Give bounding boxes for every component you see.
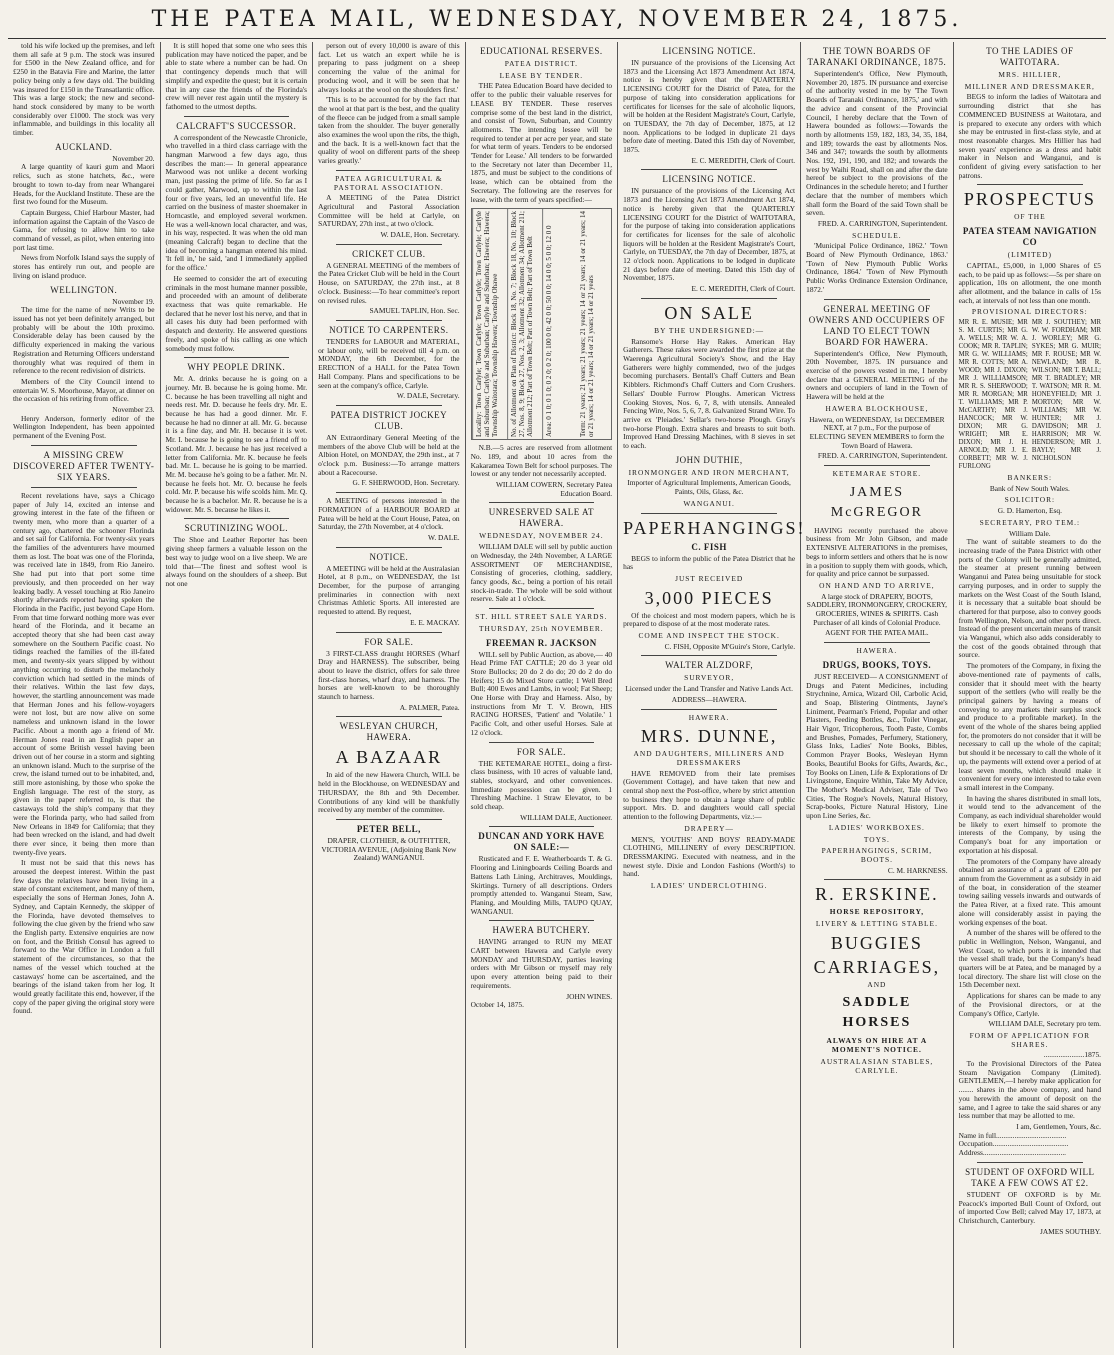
notice-signature: WILLIAM DALE, Auctioneer. — [520, 812, 613, 822]
notice-subheading: PATEA DISTRICT. — [504, 59, 579, 68]
notice-signature: G. F. SHERWOOD, Hon. Secretary. — [352, 478, 460, 488]
notice-signature: C. FISH, Opposite M'Guire's Store, Carlyle. — [664, 641, 796, 651]
advert-subheading: HORSE REPOSITORY, — [829, 907, 925, 917]
notice-text: IN pursuance of the provisions of the Licensing Act 1873 and the Licensing Act 1873 Amendment Act 1874, notice is hereby given that the QUARTERLY LICENSING COURT for the District of WAITOTARA, for the purpose of taking into consideration applications for certificates for licenses for the sale of alcoholic liquors will be holden at the Resident Magistrate's Court, Carlyle, on TUESDAY, the 7th day of December, 1875, at 12 o'clock noon. Applications to be lodged in duplicate 21 days before date of meeting. Dated this 15th day of November, 1875. — [623, 186, 796, 283]
divider — [641, 655, 777, 656]
notice-heading: CRICKET CLUB. — [352, 248, 426, 259]
notice-text: Superintendent's Office, New Plymouth, 20th November, 1875. IN pursuance and exercise of the powers vested in me, I hereby declare that a GENERAL MEETING of the owners and occupiers of land in the Town of Hawera will be held at the — [806, 348, 948, 402]
article-headline: A MISSING CREW DISCOVERED AFTER TWENTY-SIX YEARS. — [13, 449, 155, 482]
advert-subheading: ALWAYS ON HIRE AT A MOMENT'S NOTICE. — [826, 1036, 928, 1055]
notice-signature: E. C. MEREDITH, Clerk of Court. — [691, 155, 796, 165]
advert-subheading: HAWERA. — [688, 712, 730, 722]
notice-signature: JAMES SOUTHBY. — [1039, 1226, 1102, 1236]
notice-subheading: WEDNESDAY, NOVEMBER 24. — [479, 531, 604, 541]
advert-text: The want of suitable steamers to do the increasing trade of the Patea District with other ports of the Colony will be generally admitted, the steamer at present running between Wanganui and Patea being unsuitable for stock carrying purposes, and in order to supply the markets on the West Coast of the South Island, it is necessary that a suitable boat should be chartered for that purpose, also to convey goods from Wellington, Nelson, and other ports direct. Instead of the present uncertain means of transit via Wanganui, which also adds considerably to the cost of the goods obtained through that source. — [958, 537, 1102, 660]
notice-heading: LICENSING NOTICE. — [662, 46, 756, 56]
divider — [641, 169, 777, 170]
divider — [336, 632, 442, 633]
notice-text: N.B.—5 acres are reserved from allotment No. 189, and about 10 acres from the Kakaramea Town Belt for school purposes. The lowest or any tender not necessarily accepted. — [470, 443, 613, 479]
column-1 — [8, 42, 161, 1348]
advert-text: HAVING arranged to RUN my MEAT CART between Hawera and Carlyle every MONDAY and THURSDAY, parties leaving orders with Mr Gibson or myself may rely upon every attention being paid to their requirements. — [470, 937, 613, 990]
notice-signature: WILLIAM COWERN, Secretary Patea Education Board. — [495, 480, 613, 498]
notice-signature: W. DALE. — [428, 532, 460, 542]
divider — [489, 742, 595, 743]
article-text: It must not be said that this news has aroused the deepest interest. Within the past few days the relatives have been living in a state of constant excitement, and many of them, especially the sons of Herman Jones, John A. Sydney, and Captain Kennedy, the skipper of the Florinda, have devoted themselves to following the clue given by the friend who saw the English party. Extensive enquiries are now on foot, and the British Consul has agreed to forward to the War Office in London a full statement of the circumstances, so that the names of the vessel which touched at the castaways' home can be ascertained, and the bearings of the island taken from her log. It would greatly facilitate this end, however, if the copy of the paper giving the original story were found. — [13, 858, 155, 1016]
notice-heading: LICENSING NOTICE. — [662, 174, 756, 185]
article-text: News from Norfolk Island says the supply of stores has entirely run out, and people are living on island produce. — [13, 253, 155, 280]
advert-text: MEN'S, YOUTHS' AND BOYS' READY-MADE CLOTHING, MILLINERY of every DESCRIPTION. DRESSMAKING. Executed with neatness, and in the newest style. Dixie and London Fashions (Worth's) to hand. — [623, 834, 796, 879]
section-heading: AUCKLAND. — [55, 141, 113, 152]
advert-subheading: LADIES' WORKBOXES. — [828, 822, 925, 832]
divider — [336, 819, 442, 820]
notice-text: A GENERAL MEETING of the members of the Patea Cricket Club will be held in the Court House, on SATURDAY, the 27th inst., at 8 o'clock. Business:—To hear committee's report on revised rules. — [318, 260, 460, 305]
advert-subheading: DRAPERY— — [684, 823, 734, 833]
advert-heading: HAWERA BUTCHERY. — [492, 925, 591, 936]
advert-subheading: AND — [867, 979, 887, 989]
advert-text: In having the shares distributed in small lots, it would tend to the advancement of the Company, as each individual shareholder would be likely to exert himself to promote the interests of the Company, by using the Company's boat for any importation or exportation at his disposal. — [958, 793, 1102, 855]
advert-heading: PATEA STEAM NAVIGATION CO — [962, 226, 1097, 248]
advert-subheading: JUST RECEIVED — [675, 573, 744, 583]
divider — [641, 298, 777, 299]
advert-text: BEGS to inform the ladies of Waitotara and surrounding district that she has COMMENCED BUSINESS at Waitotara, and is prepared to execute any orders with which she may be entrusted in first-class style, and at most reasonable charges. Mrs Hillier has had seven years' experience as a dress and habit maker in Nelson and Wanganui, and is confident of giving every satisfaction to her patrons. — [958, 92, 1102, 180]
advert-subheading: LADIES' UNDERCLOTHING. — [650, 881, 768, 891]
form-date-line: ......................1875. — [1043, 1050, 1102, 1060]
display-headline: R. ERSKINE. — [815, 884, 939, 905]
article-text: told his wife locked up the premises, and left them all safe at 9 p.m. The stock was insured for £500 in the New Zealand office, and for £250 in the Batavia Fire and Marine, the latter policy being only a few days old. The building was insured for £150 in the Transatlantic office. This was a large stock; the new and second-hand stock considered by many to be worth considerably over £1000. The stock was very inflammable, and buildings in this locality all timber. — [13, 41, 155, 138]
advert-heading: DUNCAN AND YORK HAVE ON SALE:— — [478, 831, 605, 853]
dateline: November 23. — [112, 405, 155, 415]
advert-text: Applications for shares can be made to any of the Provisional directors, or at the Company's Office, Carlyle. — [958, 991, 1102, 1018]
advert-text: Licensed under the Land Transfer and Native Lands Act. — [625, 684, 793, 694]
reserves-table — [471, 208, 613, 440]
display-headline: PROSPECTUS — [963, 189, 1096, 210]
advert-text: A number of the shares will be offered to the public in Wellington, Nelson, Wanganui, and West Coast, to which ports it is intended that the vessel shall trade, but the Company's head quarters will be at Patea, and be managed by a local directory. The share list will close on the 15th December next. — [958, 928, 1102, 990]
notice-heading: NOTICE TO CARPENTERS. — [329, 324, 449, 335]
notice-text: WILLIAM DALE will sell by public auction on Wednesday, the 24th November, A LARGE ASSORTMENT OF MERCHANDISE, Consisting of groceries, clothing, saddlery, fancy goods, &c., being a portion of his retail stock-in-trade. The whole will be sold without reserve. Sale at 1 o'clock. — [470, 542, 613, 604]
notice-text: A MEETING will be held at the Australasian Hotel, at 8 p.m., on WEDNESDAY, the 1st December, for the purpose of arranging preliminaries in connection with next Christmas Athletic Sports. All interested are requested to attend. By request, — [318, 563, 460, 617]
advert-subheading: IRONMONGER AND IRON MERCHANT, — [628, 467, 790, 477]
dateline: November 19. — [112, 296, 155, 306]
advert-subheading: BANKERS: — [1007, 473, 1053, 483]
advert-subheading: PROVISIONAL DIRECTORS: — [971, 307, 1088, 317]
table-column-area: Area: 0 1 0; 0 1 0; 0 2 0; 0 2 0; 100 0 0; 42 0 0; 50 0 0; 14 0 0; 5 0 0; 12 0 0 — [542, 209, 577, 439]
advert-subheading: SECRETARY, PRO TEM.: — [979, 517, 1081, 527]
advert-subheading: PAPERHANGINGS, SCRIM, BOOTS. — [821, 846, 933, 864]
form-field-name: Name in full...................................... — [958, 1130, 1067, 1140]
article-text: It is still hoped that some one who sees this publication may have noticed the paper, and be able to state where a number can be had. On that contingency depends much that will simplify and expedite the quest; but it is certain that in any case the friends of the Florinda's crew will never rest again until the mystery is fathomed to the utmost depths. — [165, 41, 308, 111]
advert-heading: PETER BELL, — [356, 824, 421, 834]
form-text: To the Provisional Directors of the Patea Steam Navigation Company (Limited). GENTLEMEN,—I hereby make application for ........ shares in the above company, and hand you herewith the amount of deposit on the same, and I agree to take the said shares or any less number that may be allotted to me. — [958, 1059, 1102, 1121]
notice-text: AN Extraordinary General Meeting of the members of the above Club will be held at the Albion Hotel, on MONDAY, the 29th inst., at 7 o'clock p.m. Business:—To arrange matters about a Racecourse. — [318, 432, 460, 477]
advert-text: Importer of Agricultural Implements, American Goods, Paints, Oils, Glass, &c. — [627, 478, 791, 497]
article-headline: WHY PEOPLE DRINK. — [187, 362, 286, 373]
directors-column-right: MR J. SOUTHEY; MR W. W. FORDHAM; MR J. WORLEY; MR G. SYKES; MR G. MUIR; MR F. ROUSE; MR W. NEWLAND; MR R. WILSON; MR T. BALL; MR T. BRADLEY; MR T. WATSON; MR R. M. HONEYFIELD; MR J. MORTON; MR W. WILLIAMS; MR W. HUNTER; MR J. DAVIDSON; MR J. HARRISON; MR W. HENDERSON; MR J. BAYLY; MR J. NICHOLSON — [1031, 319, 1101, 463]
display-headline: JAMES McGREGOR — [830, 484, 923, 520]
advert-text: The promoters of the Company have already obtained an assurance of a grant of £200 per annum from the Government as a subsidy in aid of the boat, in consideration of the steamer towing sailing vessels inwards and outwards of the Patea River, at a fixed rate. This amount alone will considerably assist in paying the working expenses of the boat. — [958, 856, 1102, 927]
notice-subheading: LEASE BY TENDER. — [499, 70, 584, 80]
advert-heading: TO THE LADIES OF WAITOTARA. — [986, 46, 1074, 67]
notice-signature: FRED. A. CARRINGTON, Superintendent. — [817, 451, 948, 461]
display-headline: SADDLE HORSES — [842, 995, 912, 1031]
divider — [184, 518, 290, 519]
display-headline: 3,000 PIECES — [644, 587, 774, 608]
advert-text: HAVING recently purchased the above business from Mr John Gibson, and made EXTENSIVE ALTERATIONS in the premises, begs to inform settlers and others that he is now in a position to supply them with goods, which, for quality and price cannot be surpassed. — [806, 525, 948, 579]
divider — [489, 826, 595, 827]
notice-text: TENDERS for LABOUR and MATERIAL, or labour only, will be received till 4 p.m. on MONDAY, the 6th December, for the ERECTION of a HALL for the Patea Town Hall Company. Plans and specifications to be seen at the company's office, Carlyle. — [318, 336, 460, 390]
divider — [184, 357, 290, 358]
column-6 — [801, 42, 954, 1348]
advert-subheading: HAWERA. — [856, 646, 898, 656]
table-column-term: Term: 21 years; 21 years; 21 years; 21 years; 14 or 21 years; 14 or 21 years; 14 or 21 years; 14 or 21 years; 14 or 21 years; 14 or 21 years — [578, 211, 595, 438]
article-text: The time for the name of new Writs to be issued has not yet been definitely arranged, but probably will be about the 10th proximo. Considerable delay has been caused by the difficulty experienced in making the various Registration and Returning Officers understand thoroughly what was required of them in reference to the recent redivision of districts. — [13, 305, 155, 376]
advert-text: G. D. Hamerton, Esq. — [997, 506, 1062, 516]
divider — [824, 299, 930, 300]
form-field-address: Address............................................. — [958, 1148, 1067, 1158]
advert-text: A large stock of DRAPERY, BOOTS, SADDLERY, IRONMONGERY, CROCKERY, GROCERIES, WINES & SPIRITS. Cash Purchaser of all kinds of Colonial Produce. — [806, 591, 948, 627]
divider — [824, 879, 930, 880]
notice-subheading: HAWERA BLOCKHOUSE, — [825, 403, 929, 413]
masthead: THE PATEA MAIL, WEDNESDAY, NOVEMBER 24, 1875. — [8, 0, 1106, 39]
notice-signature: FRED. A. CARRINGTON, Superintendent. — [817, 218, 948, 228]
dateline: October 14, 1875. — [470, 1000, 524, 1010]
divider — [336, 492, 442, 493]
advert-address: ADDRESS—HAWERA. — [671, 694, 747, 704]
article-text: Recent revelations have, says a Chicago paper of July 14, excited an intense and growing interest in the fate of the fifteen or twenty men, who more than a quarter of a century ago, chartered the schooner Florinda and set sail for California. For twenty-six years the families of the adventurers have mourned them as lost. The boat was one of the Florinda, was received late in 1849, from Rio Janeiro. She had put into that port some time previously, and then proceeded on her way leaking badly. A vessel touching at Rio Janeiro shortly afterwards reported having spoken the Florinda in the Pacific, just beyond Cape Horn. From that time forward nothing more was ever heard of the Florinda, and it became an accepted theory that she had been cast away somewhere on the Southern Pacific coast. No tidings reached the families of the ill-fated men, and twenty-six years slipped by without anything occurring to disturb the melancholy conviction which had settled in the minds of their relatives. Within the last few days, however, the startling announcement was made that Herman Jones and his fellow-voyagers were not lost, but are now alive on some nameless and unknown island in the lower Pacific. About a month ago a friend of Mr. Herman Jones read in an English paper an account of some British vessel having been driven out of her course in a storm and sighting an unknown island. Much to the surprise of the crew, the island turned out to be inhabited, and, still more astonishing, by those who spoke the English language. The rest of the story, as given in the paper referred to, is that the castaways told the ship's company that they were the Florinda party, who had sailed from New Orleans in 1849 for California; that they had been wrecked on the island, and had dwelt there ever since, it being then more than twenty-five years. — [13, 490, 155, 857]
notice-signature: E. E. MACKAY. — [410, 617, 460, 627]
divider — [489, 608, 595, 609]
notice-heading: GENERAL MEETING OF OWNERS AND OCCUPIERS OF LAND TO ELECT TOWN BOARD FOR HAWERA. — [808, 303, 946, 347]
notice-text: WILL sell by Public Auction, as above,— 40 Head Prime FAT CATTLE; 20 do 3 year old Store Bullocks; 20 do 2 do do; 20 do 2 do do Heifers; 15 do Mixed Store cattle; 1 Well Bred Bull; 400 Ewes and Lambs, in wool; Fat Sheep; One Horse with Dray and Harness. Also, by instructions from Mr T. V. Brown, HIS RACING HORSES, 'Patient' and 'Volatile.' 1 Pacific Colt, and other useful Horses. Sale at 12 o'clock. — [470, 649, 613, 737]
article-text: Mr. A. drinks because he is going on a journey. Mr. B. because he is going home. Mr. C. because he has been travelling all night and needs rest. Mr. D. because he feels dry. Mr. E. because he has had a good dinner. Mr. F. because he had no dinner at all. Mr. G. because it is a fine day, and Mr. H. because it is wet. Mr. I. because he is going to see a friend off to Scotland. Mr. J. because he has just received a letter from California. Mr. K. because he feels bad. Mr. L. because he is going to be married. Mr. M. because he's going to be a father. Mr. N. because he feels hot. Mr. O. because he feels cold. Mr. P. because his wife scolds him. Mr. Q. because he is a bachelor. Mr. R. because he is a widower. Mr. S. because he likes it. — [165, 374, 308, 514]
advert-text: Bank of New South Wales. — [989, 483, 1070, 493]
notice-text: In aid of the new Hawera Church, WILL be held in the Blockhouse, on WEDNESDAY and THURSDAY, the 8th and 9th December. Contributions of any kind will be thankfully received by any member of the committee. — [318, 770, 460, 815]
display-headline: BUGGIES — [830, 932, 923, 953]
advert-text: Ransome's Horse Hay Rakes. American Hay Gatherers. These rakes were awarded the first prize at the Waerenga Agricultural Society's Show, and the Hay Gatherers were highly commended, two of the judges becoming purchasers. Bentall's Chaff Cutters and Bean Kibblers. Richmond's Chaff Cutters and Corn Crushers. Sellars' Double Furrow Ploughs. American Victress Cooking Stoves, Nos. 6, 7, 8, with utensils. Annealed Fencing Wire, Nos. 5, 6, 7, 8. Galvanized Strand Wire. To arrive ex 'Pleiades.' Sellar's two-horse Plough. Gray's two-horse Plough. Extra shares and breasts to suit both. Improved Hand Dressing Machines, with 8 sieves in set to each. — [623, 336, 796, 451]
advert-heading: FREEMAN R. JACKSON — [485, 637, 597, 648]
directors-column-left: MR R. E. MUSIE; MR S. M. CURTIS; MR G. A. WELLS; MR W. A. COOK; MR R. TAPLIN; MR G. W. WILLIAMS; MR R. COTTS; MR A. WOOD; MR J. DIXON; MR J. WILLIAMSON; MR R. S. SHERWOOD; MR R. MORGAN; MR T. WILLIAMS; MR P. McCARTHY; MR J. HANCOCK; MR W. DIXON; MR G. WRIGHT; MR E. DIXON; MR J. H. ARNOLD; MR J. E. CORBETT; MR W. J. FURLONG — [958, 319, 1028, 471]
notice-signature: SAMUEL TAPLIN, Hon. Sec. — [369, 306, 460, 316]
display-headline: MRS. DUNNE, — [640, 726, 778, 747]
divider — [184, 116, 290, 117]
divider — [336, 244, 442, 245]
advert-text: JUST RECEIVED— A CONSIGNMENT of Drugs and Patent Medicines, including Strychnine, Arnica, Wizard Oil, Carbolic Acid, and Soap, Blistering Ointments, Jayne's Liniment, Pearman's Friend, Popular and other Plasters, Feeding Bottles, &c., Toilet Vinegar, Hair Vigor, Tricopherous, Tooth Paste, Combs and Brushes, Pomades, Perfumery, Stationery, Glass Inks, Ladies' Note Books, Bibles, Common Prayer Books, Wesleyan Hymn Books, Beautiful Books for Gifts, Awards, &c., Toy Books on Linen, Life & Explorations of Dr Livingstone, Enquire Within, Take My Advice, The Mother's Medical Adviser, Tale of Two Cities, The Rogue's Novels, Natural History, Scrap-books, Picture Natural History, Line upon Line Series, &c. — [806, 671, 948, 821]
notice-heading: WESLEYAN CHURCH, HAWERA. — [339, 721, 439, 743]
advert-text: CAPITAL, £5,000, in 1,000 Shares of £5 each, to be paid up as follows:—5s per share on application, 10s on allotment, the one month after allotment, and the balance in calls of 15s each, at intervals of not less than one month. — [958, 260, 1102, 305]
divider — [31, 487, 137, 488]
notice-heading: EDUCATIONAL RESERVES. — [480, 46, 603, 56]
advert-text: HAVE REMOVED from their late premises (Government Cottage), and have taken that new and central shop next the Post-office, where by strict attention to business they hope to obtain a large share of public support. Mrs. D. and daughters would call special attention to the following Departments, viz.:— — [623, 768, 796, 822]
notice-heading: UNRESERVED SALE AT HAWERA. — [488, 507, 594, 529]
column-3 — [313, 42, 466, 1348]
display-headline: PAPERHANGINGS! — [623, 517, 806, 538]
advert-text: STUDENT OF OXFORD is by Mr. Peacock's imported Bull Count of Oxford, out of imported Cow Bell; calved May 17, 1873, at Christchurch, Canterbury. — [958, 1189, 1102, 1225]
advert-heading: DRUGS, BOOKS, TOYS. — [822, 659, 932, 670]
notice-text: THE KETEMARAE HOTEL, doing a first-class business, with 10 acres of valuable land, stables, stockyard, and other conveniences. Immediate possession can be given. 1 Threshing Machine. 1 Straw Elevator, to be sold cheap. — [470, 758, 613, 812]
notice-text: THE Patea Education Board have decided to offer to the public their valuable reserves for LEASE BY TENDER. These reserves comprise some of the best land in the district, and consist of Town, Suburban, and Country allotments. The intending lessee will be required to tender at per acre per year, and state for what term of years. Tenders to be endorsed 'Tender for Lease.' All tenders to be forwarded to the Secretary not later than December 11, 1875, and must be subject to the conditions of lease, which can be obtained from the Secretary. The following are the reserves for lease, with the term of years specified:— — [470, 81, 613, 204]
article-text: 'This is to be accounted for by the fact that the wool at that part is the best, and the quality of the fleece can be judged from a small sample taken from the shoulder. The buyer generally also examines the wool upon the ribs, the thigh, and the back. It is a well-known fact that the quality of wool on different parts of the sheep varies greatly.' — [318, 95, 460, 166]
article-text: Captain Burgess, Chief Harbour Master, had information against the Captain of the Vasco de Gama, for refusing to allow him to take command of vessel, as pilot, when entering into port last time. — [13, 207, 155, 252]
advert-text: William Dale. — [1009, 528, 1051, 538]
display-headline: CARRIAGES, — [813, 956, 941, 977]
table-column-allotment: No. of Allotment on Plan of District: Block 18, No. 7; Block 18, No. 10; Block 27, Nos. 8, 9; Block 27, Nos. 2, 3; Allotment 32; Allotment 34; Allotment 211; Allotment 212; Part of Town Belt; Part of Town Belt; Part of Town Belt — [507, 209, 542, 439]
divider — [31, 445, 137, 446]
notice-signature: W. DALE, Hon. Secretary. — [380, 230, 460, 240]
notice-text: 3 FIRST-CLASS draught HORSES (Wharf Dray and HARNESS). The subscriber, being about to leave the district, offers for sale three first-class horses, wharf dray, and harness. The horses are well-known to be thoroughly staunch to harness. — [318, 648, 460, 702]
advert-text: BEGS to inform the public of the Patea District that he has — [623, 553, 796, 572]
advert-heading: JOHN DUTHIE, — [675, 454, 743, 465]
advert-footer: AGENT FOR THE PATEA MAIL. — [825, 628, 929, 638]
advert-heading: WALTER ALZDORF, — [665, 660, 754, 671]
notice-text: 'Municipal Police Ordinance, 1862.' 'Town Board of New Plymouth Ordinance, 1863.' 'Town of New Plymouth Public Works Ordinance, 1864.' 'Town of New Plymouth Public Works Ordinance Extension Ordinance, 1872.' — [806, 241, 948, 294]
divider — [336, 405, 442, 406]
advert-heading: STUDENT OF OXFORD WILL TAKE A FEW COWS AT £2. — [965, 1166, 1095, 1188]
form-signoff: I am, Gentlemen, Yours, &c. — [1016, 1121, 1102, 1131]
article-text: A large quantity of kauri gum and Maori relics, such as stone hatchets, &c., were brought to town to-day from near Whangarei Heads, for the Auckland Institute. These are the first two found for the Museum. — [13, 162, 155, 207]
divider — [977, 1162, 1083, 1163]
notice-text: A MEETING of persons interested in the FORMATION of a HARBOUR BOARD at Patea will be held at the Court House, Patea, on Saturday, the 27th November, at 4 o'clock. — [318, 496, 460, 532]
advert-subheading: LIVERY & LETTING STABLE. — [815, 919, 938, 929]
column-5 — [618, 42, 806, 1348]
column-7 — [954, 42, 1106, 1348]
notice-heading: PATEA DISTRICT JOCKEY CLUB. — [330, 409, 448, 431]
article-text: Members of the City Council intend to entertain W. S. Moorhouse, Mayor, at dinner on the occasion of his retiring from office. — [13, 376, 155, 404]
table-column-locality: Locality: Town Carlyle; Town Carlyle; Town Carlyle; Town Carlyle; Carlyle and Suburban; Carlyle and Suburban; Carlyle and Suburban; Hawera; Hawera; Township Waitotara; Township Hawera; Township Ohawe — [472, 209, 507, 439]
article-headline: SCRUTINIZING WOOL. — [184, 523, 288, 534]
notice-subheading: THURSDAY, 25th NOVEMBER. — [479, 623, 604, 633]
dateline: November 20. — [112, 153, 155, 163]
notice-signature: WILLIAM DALE, Secretary pro tem. — [988, 1019, 1102, 1029]
directors-list — [959, 319, 1101, 471]
notice-heading: NOTICE. — [369, 551, 409, 562]
divider — [824, 642, 930, 643]
notice-heading: PATEA AGRICULTURAL & PASTORAL ASSOCIATION. — [333, 173, 444, 192]
notice-text: IN pursuance of the provisions of the Licensing Act 1873 and the Licensing Act 1873 Amendment Act 1874, notice is hereby given that the QUARTERLY LICENSING COURT for the District of Patea, for the purpose of taking into consideration applications for certificates for licenses for the sale of alcoholic liquors, will be holden at the Resident Magistrate's Court, Carlyle, on TUESDAY, the 7th day of December, 1875, at 12 noon. Applications to be lodged in duplicate 21 days before date of meeting. Dated this 15th day of November, 1875. — [623, 58, 796, 155]
advert-subheading: (LIMITED) — [1007, 250, 1052, 260]
advert-subheading: MRS. HILLIER, — [998, 70, 1062, 79]
form-field-occupation: Occupation......................................... — [958, 1139, 1069, 1149]
notice-text: A MEETING of the Patea District Agricultural and Pastoral Association Committee will be held at Carlyle, on SATURDAY, 27th inst., at two o'clock. — [318, 193, 460, 229]
advert-subheading: BY THE UNDERSIGNED:— — [654, 325, 765, 335]
notice-signature: A. PALMER, Patea. — [399, 702, 460, 712]
advert-subheading: AUSTRALASIAN STABLES, CARLYLE. — [820, 1056, 934, 1075]
notice-text: Superintendent's Office, New Plymouth, November 20, 1875. IN pursuance and exercise of the authority vested in me by 'The Town Boards of Taranaki Ordinance, 1875,' and with the advice and consent of the Provincial Council, I hereby declare that the Town of Hawera bounded as follows:—Towards the north by allotments 159, 182, 183, 34, 35, 184, and 189; towards the east by allotments Nos. 346 and 347; towards the south by allotments Nos. 192, 191, 190, and 182; and towards the west by Waihi Road, shall on and after the date hereof be subject to the provisions of the Ordinances in the schedule hereto; and I further declare that the number of members which shall form the Board of the said Town shall be seven. — [806, 69, 948, 218]
advert-subheading: TOYS. — [863, 834, 890, 844]
notice-signature: JOHN WINES. — [566, 991, 613, 1001]
divider — [336, 547, 442, 548]
article-text: A correspondent of the Newcastle Chronicle, who travelled in a third class carriage with the hangman Marwood a few days ago, thus describes the man:— In general appearance Marwood was not unlike a decent working man, just passing the prime of life. So far as I could gather, Marwood, up to within the last four or five years, led an uneventful life. He carried on the business of master shoemaker in Horncastle, and employed several workmen. He was a well-known local character, and was, in his way, respected. It was when the old man (meaning Calcraft) began to decline that the idea of becoming a hangman entered his mind. 'It fell in,' he said, 'and I immediately applied for the office.' — [165, 132, 308, 273]
divider — [641, 513, 777, 514]
section-heading: WELLINGTON. — [50, 284, 118, 295]
notice-text: Hawera, on WEDNESDAY, 1st DECEMBER NEXT, at 7 p.m., For the purpose of ELECTING SEVEN MEMBERS to form the Town Board of Hawera. — [809, 414, 945, 450]
column-2 — [161, 42, 314, 1348]
divider — [489, 502, 595, 503]
article-text: The Shoe and Leather Reporter has been giving sheep farmers a valuable lesson on the best way to judge wool on a live sheep. We are told that—'The finest and softest wool is always found on the shoulders of a sheep. But not one — [165, 535, 308, 588]
notice-heading: FOR SALE. — [516, 746, 566, 757]
display-headline: A BAZAAR — [335, 747, 443, 768]
article-text: Henry Anderson, formerly editor of the Wellington Independent, has been appointed permanent of the Evening Post. — [13, 413, 155, 441]
advert-subheading: SURVEYOR, — [684, 673, 735, 683]
notice-signature: E. C. MEREDITH, Clerk of Court. — [691, 284, 796, 294]
notice-heading: THE TOWN BOARDS OF TARANAKI ORDINANCE, 1875. — [807, 46, 947, 67]
advert-text: DRAPER, CLOTHIER, & OUTFITTER, VICTORIA AVENUE, (Adjoining Bank New Zealand) WANGANUI. — [321, 836, 457, 863]
divider — [977, 184, 1083, 185]
advert-subheading: AND DAUGHTERS, MILLINERS AND DRESSMAKERS — [633, 749, 785, 767]
advert-subheading: ON HAND AND TO ARRIVE, — [819, 580, 935, 590]
advert-heading: C. FISH — [691, 541, 727, 552]
form-heading: FORM OF APPLICATION FOR SHARES. — [969, 1030, 1091, 1049]
column-4 — [466, 42, 619, 1348]
advert-subheading: KETEMARAE STORE. — [832, 469, 922, 479]
advert-subheading: WANGANUI. — [683, 498, 735, 508]
notice-heading: ST. HILL STREET SALE YARDS. — [475, 612, 608, 622]
divider — [641, 709, 777, 710]
advert-text: Rusticated and F. E. Weatherboards T. & G. Flooring and Liningboards Ceiling Boards and Battens Lath Lining, Architraves, Mouldings, Skirtings. Turnery of all descriptions. Orders promptly attended to. Wanganui Steam, Saw, Planing, and Moulding Mills, TAUPO QUAY, WANGANUI. — [470, 854, 613, 916]
advert-subheading: SOLICITOR: — [1004, 495, 1056, 505]
advert-text: The promoters of the Company, in fixing the above-mentioned rate of payments of calls, consider that it should meet with the hearty support of the settlers (who will really be the principal gainers by having a means of conveying to any markets their surplus stock and produce to a profitable market). In the event of the whole of the shares being applied for, the promoters do not consider that it will be necessary to call up the whole of the capital; but should it be necessary to call the whole of it up, the payments will extend over a period of at least seven months, which should make it convenient for every one interested to take even a small interest in the Company. — [958, 661, 1102, 792]
article-headline: CALCRAFT'S SUCCESSOR. — [176, 120, 297, 131]
advert-subheading: COME AND INSPECT THE STOCK. — [638, 631, 780, 641]
notice-signature: C. M. HARKNESS. — [887, 865, 948, 875]
advert-text: Of the choicest and most modern papers, which he is prepared to dispose of at the most moderate rates. — [623, 610, 796, 629]
advert-subheading: MILLINER AND DRESSMAKER, — [964, 81, 1095, 91]
divider — [336, 170, 442, 171]
newspaper-page — [8, 42, 1106, 1348]
divider — [336, 320, 442, 321]
article-text: person out of every 10,000 is aware of this fact. Let us watch an expert while he is preparing to pass judgment on a sheep concerning the value of the animal for producing wool, and it will be seen that he always looks at the wool on the shoulders first.' — [318, 41, 460, 94]
advert-subheading: OF THE — [1014, 212, 1046, 222]
display-headline: ON SALE — [664, 302, 754, 323]
divider — [824, 465, 930, 466]
notice-subheading: SCHEDULE. — [852, 230, 902, 240]
notice-signature: W. DALE, Secretary. — [396, 391, 460, 401]
article-text: He seemed to consider the art of executing criminals in the most humane manner possible, and proceeded with an amount of deliberate exactness that was quite remarkable. He declared that he never lost his nerve, and that in all cases his duty had been performed with despatch and dexterity. He answered questions freely, and spoke of his calling as one which somebody must follow. — [165, 273, 308, 353]
notice-heading: FOR SALE. — [364, 636, 414, 647]
divider — [336, 716, 442, 717]
divider — [489, 920, 595, 921]
